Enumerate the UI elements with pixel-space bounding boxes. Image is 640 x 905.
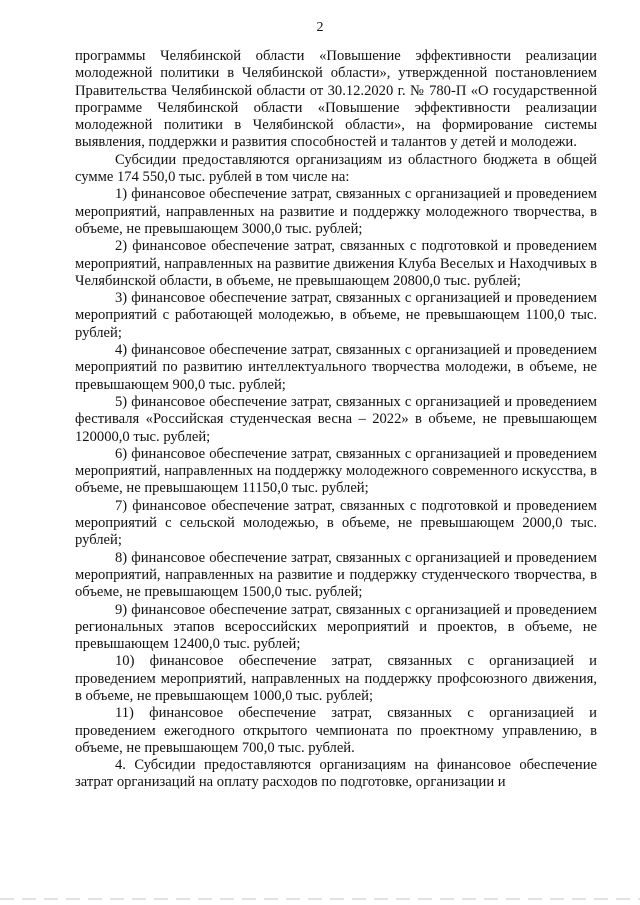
list-item-1: 1) финансовое обеспечение затрат, связанных с организацией и проведением мероприятий, направленных на развитие и поддержку молодежного творчества, в объеме, не превышающем 3000,0 тыс. рублей; [75,186,597,237]
paragraph-continuation: программы Челябинской области «Повышение эффективности реализации молодежной политики в Челябинской области», утвержденной постановлением Правительства Челябинской области от 30.12.2020 г. № 780-П «О государственной программе Челябинской области «Повышение эффективности реализации молодежной политики в Челябинской области», на формирование системы выявления, поддержки и развития способностей и талантов у детей и молодежи. [75,48,597,151]
document-body [75,48,597,792]
page-number: 2 [316,20,324,35]
list-item-4: 4) финансовое обеспечение затрат, связанных с организацией и проведением мероприятий по развитию интеллектуального творчества молодежи, в объеме, не превышающем 900,0 тыс. рублей; [75,342,597,393]
paragraph-section-4: 4. Субсидии предоставляются организациям на финансовое обеспечение затрат организаций на оплату расходов по подготовке, организации и [75,757,597,791]
list-item-8: 8) финансовое обеспечение затрат, связанных с организацией и проведением мероприятий, направленных на развитие и поддержку студенческого творчества, в объеме, не превышающем 1500,0 тыс. рублей; [75,549,597,601]
list-item-3: 3) финансовое обеспечение затрат, связанных с организацией и проведением мероприятий с работающей молодежью, в объеме, не превышающем 1100,0 тыс. рублей; [75,290,597,341]
list-item-6: 6) финансовое обеспечение затрат, связанных с организацией и проведением мероприятий, направленных на поддержку молодежного современного искусства, в объеме, не превышающем 11150,0 тыс. рублей; [75,445,597,497]
list-item-5: 5) финансовое обеспечение затрат, связанных с организацией и проведением фестиваля «Российская студенческая весна – 2022» в объеме, не превышающем 120000,0 тыс. рублей; [75,393,597,445]
list-item-9: 9) финансовое обеспечение затрат, связанных с организацией и проведением региональных этапов всероссийских мероприятий и проектов, в объеме, не превышающем 12400,0 тыс. рублей; [75,601,597,653]
list-item-11: 11) финансовое обеспечение затрат, связанных с организацией и проведением ежегодного открытого чемпионата по проектному управлению, в объеме, не превышающем 700,0 тыс. рублей. [75,705,597,756]
paragraph-subsidies-total: Субсидии предоставляются организациям из областного бюджета в общей сумме 174 550,0 тыс. рублей в том числе на: [75,151,597,186]
list-item-7: 7) финансовое обеспечение затрат, связанных с подготовкой и проведением мероприятий с сельской молодежью, в объеме, не превышающем 2000,0 тыс. рублей; [75,497,597,549]
list-item-10: 10) финансовое обеспечение затрат, связанных с организацией и проведением мероприятий, направленных на поддержку профсоюзного движения, в объеме, не превышающем 1000,0 тыс. рублей; [75,653,597,704]
list-item-2: 2) финансовое обеспечение затрат, связанных с подготовкой и проведением мероприятий, направленных на развитие движения Клуба Веселых и Находчивых в Челябинской области, в объеме, не превышающем 20800,0 тыс. рублей; [75,238,597,289]
scan-edge-line [0,898,640,900]
